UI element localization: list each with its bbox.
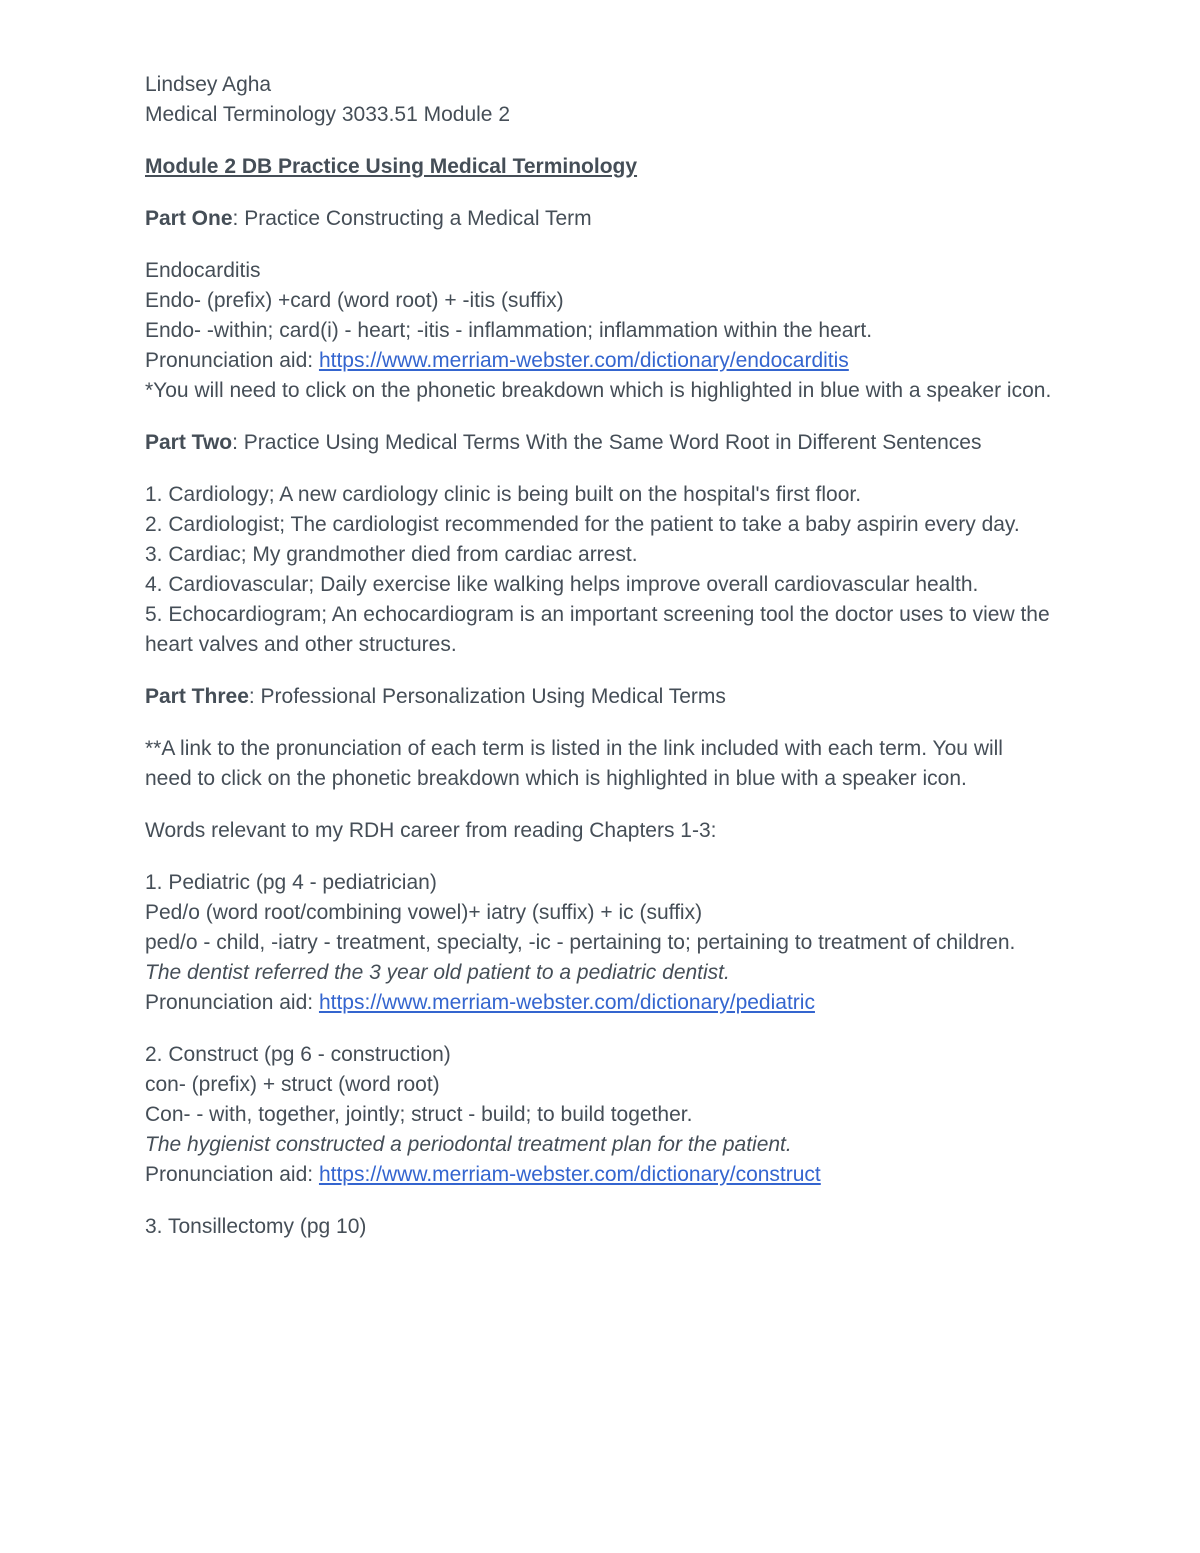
part-three-intro <box>145 816 1055 846</box>
course-title: Medical Terminology 3033.51 Module 2 <box>145 103 510 126</box>
part-three-subtitle: : Professional Personalization Using Medical Terms <box>248 685 726 708</box>
entry-construct <box>145 1040 1055 1190</box>
pronunciation-link-pediatric[interactable]: https://www.merriam-webster.com/dictionary/pediatric <box>318 991 815 1014</box>
term-endocarditis: Endocarditis <box>145 259 261 282</box>
entry-definition: Con- - with, together, jointly; struct - build; to build together. <box>145 1103 693 1126</box>
list-item: 1. Cardiology; A new cardiology clinic is being built on the hospital's first floor. <box>145 483 862 506</box>
part-one-body <box>145 256 1055 406</box>
entry-definition: ped/o - child, -iatry - treatment, specialty, -ic - pertaining to; pertaining to treatment of children. <box>145 931 1016 954</box>
part-one-label: Part One <box>145 207 233 230</box>
part-three-note-text: **A link to the pronunciation of each term is listed in the link included with each term. You will need to click on the phonetic breakdown which is highlighted in blue with a speaker icon. <box>145 737 1003 790</box>
list-item: 4. Cardiovascular; Daily exercise like walking helps improve overall cardiovascular health. <box>145 573 979 596</box>
part-three-intro-text: Words relevant to my RDH career from reading Chapters 1-3: <box>145 819 717 842</box>
author-name: Lindsey Agha <box>145 73 272 96</box>
entry-construction: con- (prefix) + struct (word root) <box>145 1073 440 1096</box>
part-three-label: Part Three <box>145 685 249 708</box>
pronunciation-row <box>145 1160 1055 1190</box>
entry-example-sentence: The dentist referred the 3 year old patient to a pediatric dentist. <box>145 961 730 984</box>
part-two-label: Part Two <box>145 431 233 454</box>
part-one-note: *You will need to click on the phonetic breakdown which is highlighted in blue with a speaker icon. <box>145 379 1052 402</box>
entry-construction: Ped/o (word root/combining vowel)+ iatry (suffix) + ic (suffix) <box>145 901 703 924</box>
pronunciation-label: Pronunciation aid: <box>145 991 319 1014</box>
part-three-heading <box>145 682 1055 712</box>
doc-title: Module 2 DB Practice Using Medical Terminology <box>145 155 638 178</box>
doc-title-row <box>145 152 1055 182</box>
entry-example-sentence: The hygienist constructed a periodontal treatment plan for the patient. <box>145 1133 792 1156</box>
part-two-subtitle: : Practice Using Medical Terms With the Same Word Root in Different Sentences <box>232 431 982 454</box>
entry-pediatric <box>145 868 1055 1018</box>
doc-header <box>145 70 1055 130</box>
term-construction: Endo- (prefix) +card (word root) + -itis (suffix) <box>145 289 564 312</box>
entry-heading: 2. Construct (pg 6 - construction) <box>145 1043 451 1066</box>
pronunciation-link-construct[interactable]: https://www.merriam-webster.com/dictionary/construct <box>318 1163 821 1186</box>
list-item: 3. Cardiac; My grandmother died from cardiac arrest. <box>145 543 638 566</box>
pronunciation-label: Pronunciation aid: <box>145 1163 319 1186</box>
entry-tonsillectomy <box>145 1212 1055 1242</box>
entry-heading: 1. Pediatric (pg 4 - pediatrician) <box>145 871 437 894</box>
part-three-note <box>145 734 1055 794</box>
part-two-list <box>145 480 1055 660</box>
pronunciation-row <box>145 988 1055 1018</box>
part-one-heading <box>145 204 1055 234</box>
entry-heading: 3. Tonsillectomy (pg 10) <box>145 1215 367 1238</box>
list-item: 2. Cardiologist; The cardiologist recommended for the patient to take a baby aspirin every day. <box>145 513 1020 536</box>
pronunciation-link-endocarditis[interactable]: https://www.merriam-webster.com/dictionary/endocarditis <box>318 349 849 372</box>
pronunciation-label: Pronunciation aid: <box>145 349 319 372</box>
list-item: 5. Echocardiogram; An echocardiogram is an important screening tool the doctor uses to view the heart valves and other structures. <box>145 603 1050 656</box>
term-definition: Endo- -within; card(i) - heart; -itis - inflammation; inflammation within the heart. <box>145 319 873 342</box>
part-one-subtitle: : Practice Constructing a Medical Term <box>232 207 592 230</box>
part-two-heading <box>145 428 1055 458</box>
pronunciation-row <box>145 346 1055 376</box>
